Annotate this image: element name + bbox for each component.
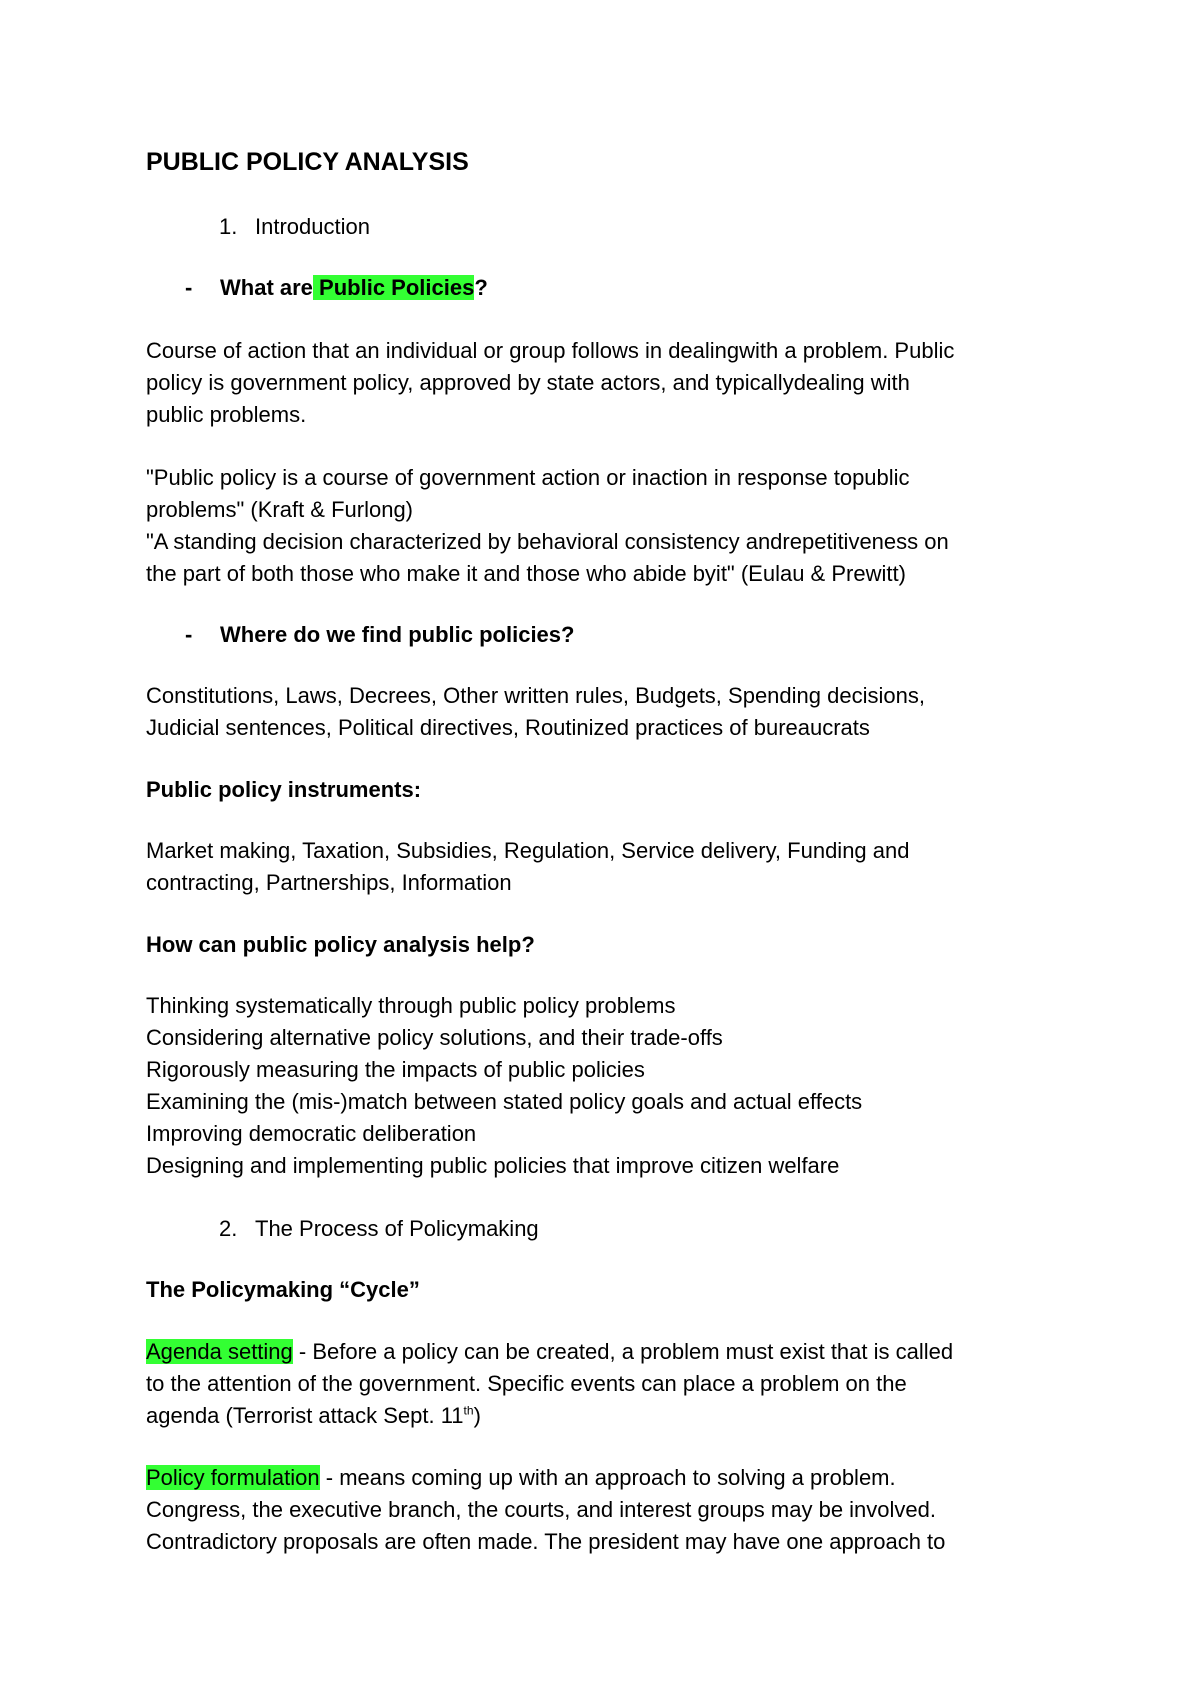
agenda-setting-line-2: to the attention of the government. Specific events can place a problem on the [146,1371,907,1396]
paragraph-definition-line-2: policy is government policy, approved by state actors, and typicallydealing with [146,370,910,395]
question-prefix: What are [220,275,313,300]
agenda-setting-line-1: Agenda setting - Before a policy can be created, a problem must exist that is called [146,1339,954,1364]
section-1-label: Introduction [255,214,370,239]
sources-line-1: Constitutions, Laws, Decrees, Other written rules, Budgets, Spending decisions, [146,683,925,708]
policy-formulation-line-2: Congress, the executive branch, the courts, and interest groups may be involved. [146,1497,936,1522]
help-item-5: Improving democratic deliberation [146,1121,477,1146]
instruments-line-1: Market making, Taxation, Subsidies, Regulation, Service delivery, Funding and [146,838,910,863]
heading-analysis-help: How can public policy analysis help? [146,932,535,957]
help-item-3: Rigorously measuring the impacts of public policies [146,1057,645,1082]
help-item-4: Examining the (mis-)match between stated policy goals and actual effects [146,1089,863,1114]
help-item-1: Thinking systematically through public policy problems [146,993,676,1018]
paragraph-definition-line-1: Course of action that an individual or group follows in dealingwith a problem. Public [146,338,955,363]
highlight-public-policies: Public Policies [313,275,474,300]
quote-line-3: "A standing decision characterized by behavioral consistency andrepetitiveness on [146,529,949,554]
agenda-setting-line-3: agenda (Terrorist attack Sept. 11th) [146,1403,481,1428]
help-item-6: Designing and implementing public policies that improve citizen welfare [146,1153,840,1178]
paragraph-definition-line-3: public problems. [146,402,307,427]
dash-bullet: - [185,275,193,300]
section-1-number: 1. [219,214,238,239]
highlight-agenda-setting: Agenda setting [146,1339,293,1364]
section-2-heading [219,1213,539,1245]
section-1-heading [219,211,370,243]
heading-instruments: Public policy instruments: [146,777,422,802]
document-title: PUBLIC POLICY ANALYSIS [146,148,469,176]
question-text: Where do we find public policies? [220,622,575,647]
highlight-policy-formulation: Policy formulation [146,1465,320,1490]
dash-bullet: - [185,622,193,647]
heading-policymaking-cycle: The Policymaking “Cycle” [146,1277,420,1302]
help-item-2: Considering alternative policy solutions, and their trade-offs [146,1025,723,1050]
policy-formulation-line-1: Policy formulation - means coming up with an approach to solving a problem. [146,1465,896,1490]
quote-line-4: the part of both those who make it and those who abide byit" (Eulau & Prewitt) [146,561,906,586]
question-public-policies [185,272,488,304]
section-2-label: The Process of Policymaking [255,1216,539,1241]
question-where-policies [185,619,574,651]
quote-line-1: "Public policy is a course of government action or inaction in response topublic [146,465,910,490]
quote-line-2: problems" (Kraft & Furlong) [146,497,414,522]
policy-formulation-line-3: Contradictory proposals are often made. The president may have one approach to [146,1529,946,1554]
instruments-line-2: contracting, Partnerships, Information [146,870,512,895]
question-suffix: ? [474,275,488,300]
section-2-number: 2. [219,1216,238,1241]
sources-line-2: Judicial sentences, Political directives, Routinized practices of bureaucrats [146,715,870,740]
